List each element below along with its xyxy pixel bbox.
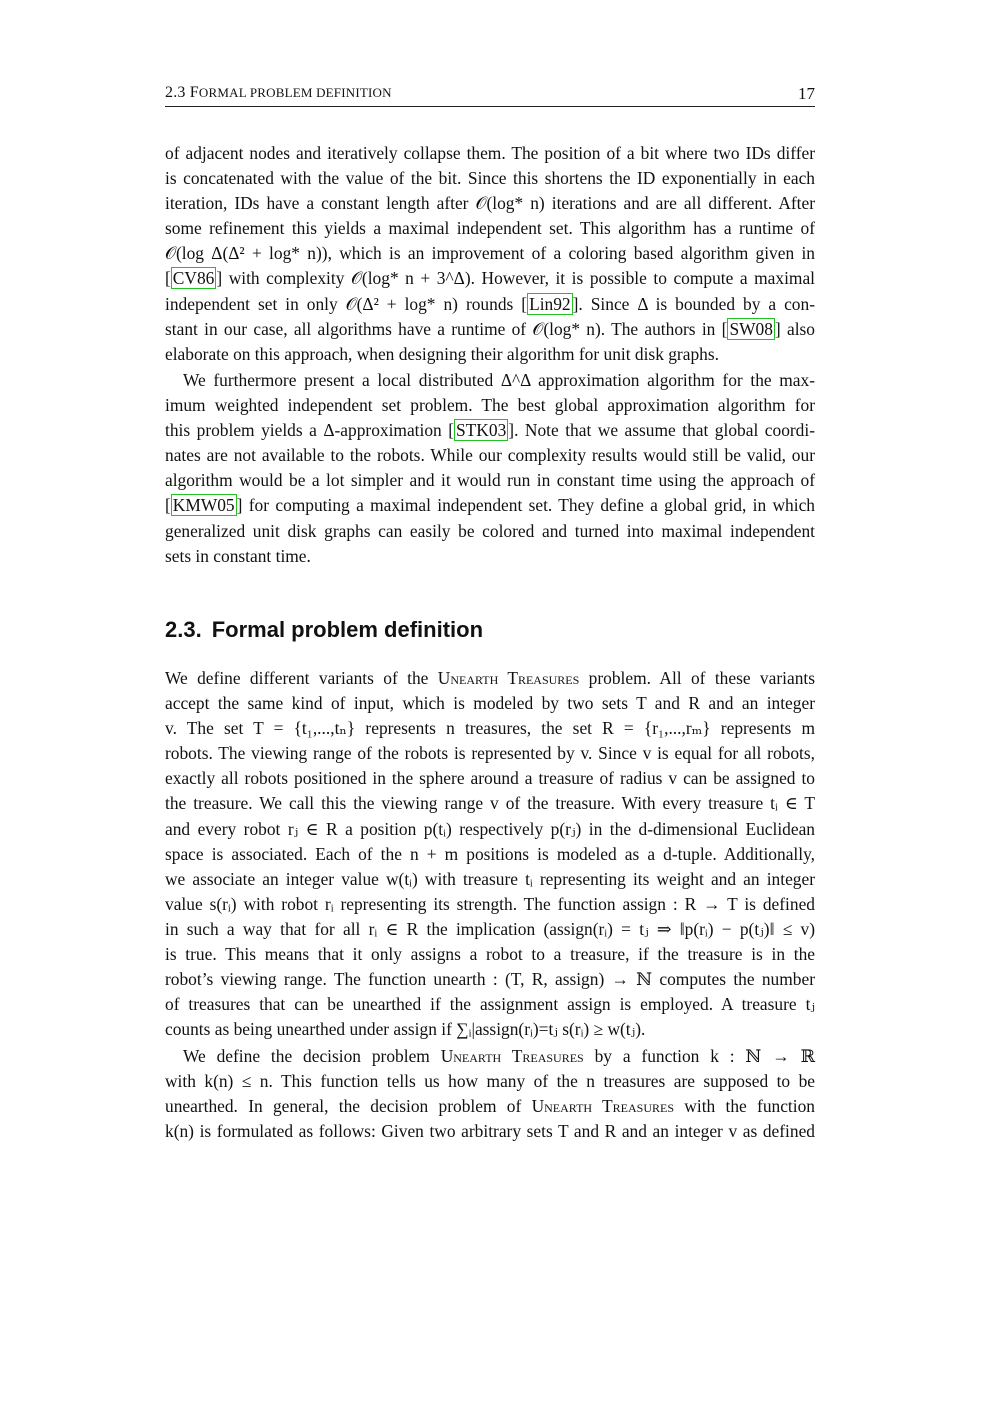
text-line: 𝒪(log Δ(Δ² + log* n)), which is an improvement of a coloring based algorithm given in: [165, 243, 815, 264]
section-heading: [165, 617, 483, 643]
text-line: some refinement this yields a maximal independent set. This algorithm has a runtime of: [165, 218, 815, 239]
text-line: robot’s viewing range. The function unearth : (T, R, assign) → ℕ computes the number: [165, 969, 815, 990]
math-inline: 𝒪(log Δ(Δ² + log* n)): [165, 243, 328, 264]
text-line: of treasures that can be unearthed if the assignment assign is employed. A treasure tⱼ: [165, 994, 815, 1015]
text-line: sets in constant time.: [165, 545, 311, 566]
math-inline: Δ^Δ: [500, 370, 531, 390]
paragraph-4: [165, 1044, 815, 1144]
text-line: imum weighted independent set problem. The best global approximation algorithm for: [165, 395, 815, 416]
text-line: We define the decision problem Unearth Treasures by a function k : ℕ → ℝ: [183, 1046, 815, 1066]
text-line: We furthermore present a local distributed Δ^Δ approximation algorithm for the max-: [183, 370, 815, 390]
citation-link[interactable]: CV86: [172, 268, 215, 289]
text-line: [ CV86 ] with complexity 𝒪(log* n + 3^Δ). However, it is possible to compute a maximal: [165, 268, 816, 289]
math-inline: 𝒪(log* n): [475, 193, 545, 214]
text-line: robots. The viewing range of the robots is represented by v. Since v is equal for all robots,: [165, 743, 815, 764]
section-number: 2.3.: [165, 617, 202, 642]
citation-link[interactable]: Lin92: [529, 293, 571, 314]
citation-link[interactable]: KMW05: [172, 495, 235, 516]
text-line: v. The set T = {t₁,...,tₙ} represents n treasures, the set R = {r₁,...,rₘ} represents m: [165, 718, 815, 739]
running-head-title: 2.3 FORMAL PROBLEM DEFINITION: [165, 84, 392, 101]
section-title: Formal problem definition: [211, 617, 484, 642]
text-line: iteration, IDs have a constant length after 𝒪(log* n) iterations and are all different. After: [165, 193, 816, 214]
page-number: 17: [798, 84, 815, 103]
math-inline: 𝒪(log* n): [532, 318, 601, 339]
paragraph-1: [165, 141, 815, 367]
text-line: We define different variants of the Unearth Treasures problem. All of these variants: [165, 668, 815, 688]
text-line: in such a way that for all rᵢ ∈ R the implication (assign(rᵢ) = tⱼ ⇒ ‖p(rᵢ) − p(tⱼ)‖ ≤ v): [165, 918, 815, 939]
text-line: [ KMW05 ] for computing a maximal independent set. They define a global grid, in which: [165, 495, 815, 516]
text-line: space is associated. Each of the n + m positions is modeled as a d-tuple. Additionally,: [165, 843, 815, 864]
text-line: k(n) is formulated as follows: Given two arbitrary sets T and R and an integer v as defined: [165, 1121, 815, 1142]
math-inline: 𝒪(Δ² + log* n): [345, 293, 458, 314]
citation-link[interactable]: SW08: [729, 318, 773, 339]
paragraph-2: [165, 368, 815, 569]
text-line: we associate an integer value w(tᵢ) with treasure tᵢ representing its weight and an integer: [165, 868, 815, 889]
paragraph-3: [165, 666, 815, 1042]
text-line: elaborate on this approach, when designing their algorithm for unit disk graphs.: [165, 343, 719, 364]
text-line: is true. This means that it only assigns a robot to a treasure, if the treasure is in the: [165, 944, 815, 965]
text-line: unearthed. In general, the decision problem of Unearth Treasures with the function: [165, 1096, 815, 1117]
text-line: stant in our case, all algorithms have a runtime of 𝒪(log* n). The authors in [ SW08 ] also: [165, 318, 815, 339]
citation-link[interactable]: STK03: [456, 420, 507, 441]
text-line: counts as being unearthed under assign if ∑ᵢ|assign(rᵢ)=tⱼ s(rᵢ) ≥ w(tⱼ).: [165, 1019, 646, 1040]
text-line: value s(rᵢ) with robot rᵢ representing its strength. The function assign : R → T is defined: [165, 893, 815, 914]
text-line: with k(n) ≤ n. This function tells us how many of the n treasures are supposed to be: [165, 1071, 815, 1092]
text-line: and every robot rⱼ ∈ R a position p(tᵢ) respectively p(rⱼ) in the d-dimensional Euclidean: [165, 818, 815, 839]
text-line: nates are not available to the robots. While our complexity results would still be valid, our: [165, 445, 815, 466]
text-line: independent set in only 𝒪(Δ² + log* n) rounds [ Lin92 ]. Since Δ is bounded by a con-: [165, 293, 815, 314]
text-line: is concatenated with the value of the bit. Since this shortens the ID exponentially in each: [165, 168, 815, 189]
text-line: the treasure. We call this the viewing range v of the treasure. With every treasure tᵢ ∈ T: [165, 793, 815, 814]
math-inline: 𝒪(log* n + 3^Δ): [350, 268, 471, 289]
text-line: algorithm would be a lot simpler and it would run in constant time using the approach of: [165, 470, 815, 491]
text-line: generalized unit disk graphs can easily be colored and turned into maximal independent: [165, 520, 815, 541]
text-line: this problem yields a Δ-approximation [ STK03 ]. Note that we assume that global coordi-: [165, 420, 815, 441]
text-line: of adjacent nodes and iteratively collapse them. The position of a bit where two IDs differ: [165, 143, 815, 163]
text-line: accept the same kind of input, which is modeled by two sets T and R and an integer: [165, 693, 815, 714]
running-head: [165, 84, 815, 107]
text-line: exactly all robots positioned in the sphere around a treasure of radius v can be assigned to: [165, 768, 815, 789]
